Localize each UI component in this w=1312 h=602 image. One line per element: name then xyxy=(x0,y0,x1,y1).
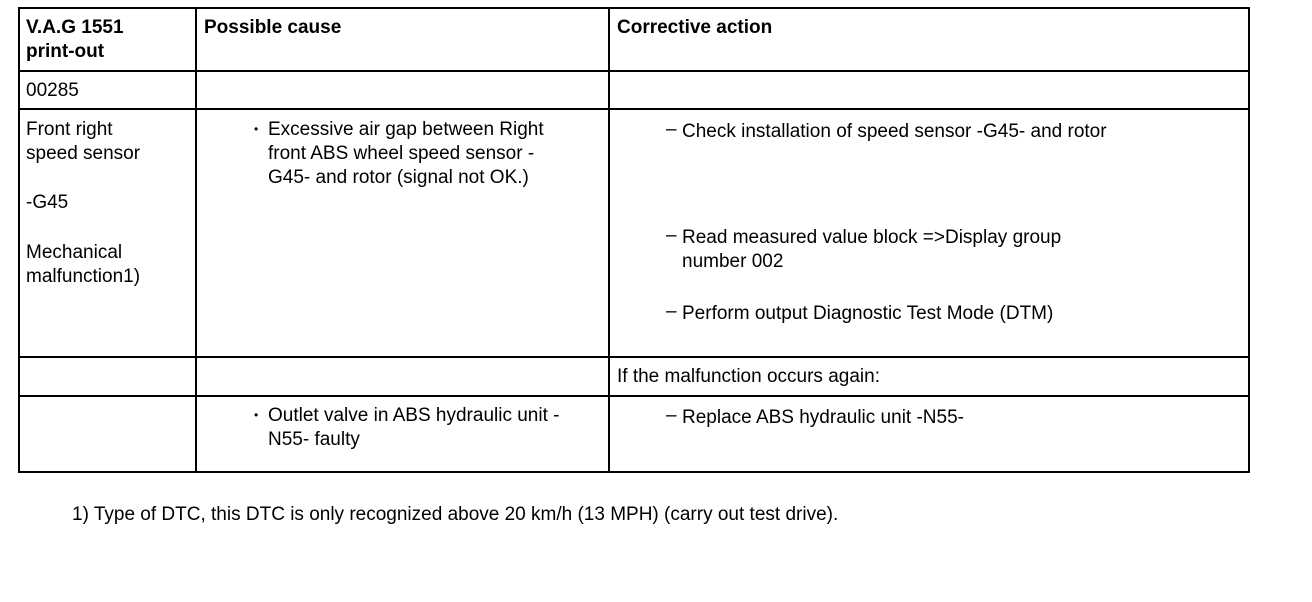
cause2-line1: Outlet valve in ABS hydraulic unit - xyxy=(268,405,560,426)
dash-icon: – xyxy=(666,119,677,140)
table-col-divider xyxy=(608,7,610,473)
action1-item2 xyxy=(682,226,1061,274)
component-line5: malfunction1) xyxy=(26,266,141,287)
action1-item2-line2: number 002 xyxy=(682,251,784,272)
action1-item1: Check installation of speed sensor -G45- and rotor xyxy=(682,121,1107,142)
cause1-text xyxy=(268,118,544,190)
table-row-divider xyxy=(18,108,1250,110)
table-row-divider xyxy=(18,356,1250,358)
header-printout-line2: print-out xyxy=(26,41,105,62)
cause1-line3: G45- and rotor (signal not OK.) xyxy=(268,167,529,188)
component-line1: Front right xyxy=(26,119,113,140)
bullet-icon: • xyxy=(254,408,259,422)
cause2-line2: N55- faulty xyxy=(268,429,360,450)
table-border-bottom xyxy=(18,471,1250,473)
header-action: Corrective action xyxy=(617,17,773,38)
table-border-left xyxy=(18,7,20,473)
component-line4: Mechanical xyxy=(26,242,123,263)
footnote: 1) Type of DTC, this DTC is only recognized above 20 km/h (13 MPH) (carry out test drive). xyxy=(72,504,839,525)
header-cause: Possible cause xyxy=(204,17,342,38)
cause1-line1: Excessive air gap between Right xyxy=(268,119,544,140)
table-border-top xyxy=(18,7,1250,9)
table-row-divider xyxy=(18,395,1250,397)
table-border-right xyxy=(1248,7,1250,473)
table-col-divider xyxy=(195,7,197,473)
header-printout-line1: V.A.G 1551 xyxy=(26,17,124,38)
action1-item3: Perform output Diagnostic Test Mode (DTM) xyxy=(682,303,1054,324)
cause1-line2: front ABS wheel speed sensor - xyxy=(268,143,535,164)
action2-text: Replace ABS hydraulic unit -N55- xyxy=(682,407,964,428)
if-again-note: If the malfunction occurs again: xyxy=(617,366,880,387)
component-line2: speed sensor xyxy=(26,143,141,164)
dash-icon: – xyxy=(666,301,677,322)
dash-icon: – xyxy=(666,405,677,426)
component-line3: -G45 xyxy=(26,192,69,213)
fault-code: 00285 xyxy=(26,80,79,101)
bullet-icon: • xyxy=(254,122,259,136)
cause2-text xyxy=(268,404,559,452)
header-printout xyxy=(26,16,124,64)
dash-icon: – xyxy=(666,225,677,246)
table-row-divider xyxy=(18,70,1250,72)
action1-item2-line1: Read measured value block =>Display group xyxy=(682,227,1062,248)
